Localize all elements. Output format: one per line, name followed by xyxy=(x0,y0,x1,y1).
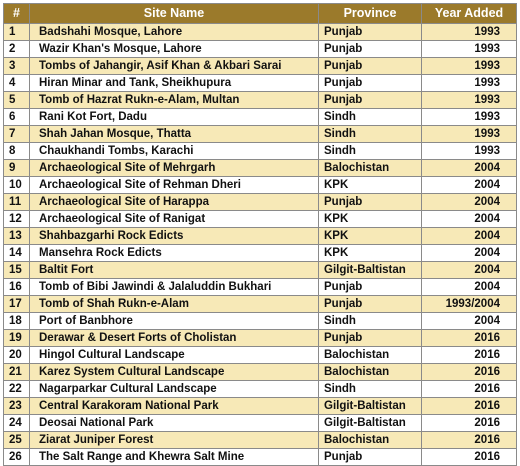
header-row xyxy=(4,4,517,24)
site-name-cell: Baltit Fort xyxy=(30,262,319,279)
province-cell: Sindh xyxy=(319,313,422,330)
site-name-cell: Nagarparkar Cultural Landscape xyxy=(30,381,319,398)
site-name-cell: Shahbazgarhi Rock Edicts xyxy=(30,228,319,245)
table-row xyxy=(4,228,517,245)
header-year-added: Year Added xyxy=(422,4,517,24)
site-name-cell: Central Karakoram National Park xyxy=(30,398,319,415)
province-cell: KPK xyxy=(319,245,422,262)
table-row xyxy=(4,245,517,262)
year-added-cell: 2004 xyxy=(422,313,517,330)
row-number: 7 xyxy=(4,126,30,143)
table-row xyxy=(4,194,517,211)
table-row xyxy=(4,364,517,381)
province-cell: Balochistan xyxy=(319,347,422,364)
site-name-cell: Mansehra Rock Edicts xyxy=(30,245,319,262)
table-row xyxy=(4,160,517,177)
table-header xyxy=(4,4,517,24)
site-name-cell: Archaeological Site of Mehrgarh xyxy=(30,160,319,177)
row-number: 24 xyxy=(4,415,30,432)
table-row xyxy=(4,313,517,330)
province-cell: Punjab xyxy=(319,75,422,92)
table-row xyxy=(4,58,517,75)
header-province: Province xyxy=(319,4,422,24)
province-cell: KPK xyxy=(319,228,422,245)
province-cell: Gilgit-Baltistan xyxy=(319,262,422,279)
table-row xyxy=(4,24,517,41)
site-name-cell: Hiran Minar and Tank, Sheikhupura xyxy=(30,75,319,92)
year-added-cell: 1993/2004 xyxy=(422,296,517,313)
province-cell: Punjab xyxy=(319,449,422,466)
year-added-cell: 2016 xyxy=(422,330,517,347)
row-number: 21 xyxy=(4,364,30,381)
year-added-cell: 2016 xyxy=(422,347,517,364)
table-row xyxy=(4,296,517,313)
year-added-cell: 1993 xyxy=(422,41,517,58)
site-name-cell: Chaukhandi Tombs, Karachi xyxy=(30,143,319,160)
province-cell: KPK xyxy=(319,211,422,228)
table-row xyxy=(4,126,517,143)
province-cell: Punjab xyxy=(319,92,422,109)
row-number: 16 xyxy=(4,279,30,296)
site-name-cell: Rani Kot Fort, Dadu xyxy=(30,109,319,126)
row-number: 8 xyxy=(4,143,30,160)
year-added-cell: 2004 xyxy=(422,194,517,211)
row-number: 10 xyxy=(4,177,30,194)
province-cell: Balochistan xyxy=(319,364,422,381)
year-added-cell: 2016 xyxy=(422,449,517,466)
year-added-cell: 2004 xyxy=(422,245,517,262)
heritage-sites-table xyxy=(3,3,517,466)
site-name-cell: The Salt Range and Khewra Salt Mine xyxy=(30,449,319,466)
row-number: 12 xyxy=(4,211,30,228)
site-name-cell: Hingol Cultural Landscape xyxy=(30,347,319,364)
site-name-cell: Wazir Khan's Mosque, Lahore xyxy=(30,41,319,58)
row-number: 19 xyxy=(4,330,30,347)
province-cell: Punjab xyxy=(319,41,422,58)
province-cell: Gilgit-Baltistan xyxy=(319,398,422,415)
province-cell: Balochistan xyxy=(319,432,422,449)
row-number: 5 xyxy=(4,92,30,109)
table-row xyxy=(4,347,517,364)
year-added-cell: 1993 xyxy=(422,24,517,41)
year-added-cell: 2004 xyxy=(422,262,517,279)
site-name-cell: Tomb of Hazrat Rukn-e-Alam, Multan xyxy=(30,92,319,109)
year-added-cell: 2004 xyxy=(422,228,517,245)
site-name-cell: Archaeological Site of Ranigat xyxy=(30,211,319,228)
year-added-cell: 1993 xyxy=(422,58,517,75)
row-number: 6 xyxy=(4,109,30,126)
table-row xyxy=(4,262,517,279)
site-name-cell: Karez System Cultural Landscape xyxy=(30,364,319,381)
header-site-name: Site Name xyxy=(30,4,319,24)
table-row xyxy=(4,381,517,398)
province-cell: Punjab xyxy=(319,58,422,75)
site-name-cell: Ziarat Juniper Forest xyxy=(30,432,319,449)
site-name-cell: Tombs of Jahangir, Asif Khan & Akbari Sarai xyxy=(30,58,319,75)
year-added-cell: 2016 xyxy=(422,398,517,415)
year-added-cell: 2016 xyxy=(422,432,517,449)
table-row xyxy=(4,330,517,347)
row-number: 4 xyxy=(4,75,30,92)
table-row xyxy=(4,398,517,415)
site-name-cell: Archaeological Site of Rehman Dheri xyxy=(30,177,319,194)
row-number: 20 xyxy=(4,347,30,364)
row-number: 23 xyxy=(4,398,30,415)
year-added-cell: 1993 xyxy=(422,92,517,109)
table-row xyxy=(4,143,517,160)
year-added-cell: 1993 xyxy=(422,75,517,92)
year-added-cell: 2016 xyxy=(422,364,517,381)
year-added-cell: 2004 xyxy=(422,279,517,296)
province-cell: Gilgit-Baltistan xyxy=(319,415,422,432)
header-number: # xyxy=(4,4,30,24)
year-added-cell: 1993 xyxy=(422,109,517,126)
province-cell: Sindh xyxy=(319,126,422,143)
province-cell: KPK xyxy=(319,177,422,194)
table-row xyxy=(4,211,517,228)
province-cell: Sindh xyxy=(319,109,422,126)
site-name-cell: Tomb of Shah Rukn-e-Alam xyxy=(30,296,319,313)
row-number: 18 xyxy=(4,313,30,330)
year-added-cell: 1993 xyxy=(422,126,517,143)
province-cell: Punjab xyxy=(319,296,422,313)
year-added-cell: 2016 xyxy=(422,381,517,398)
row-number: 22 xyxy=(4,381,30,398)
year-added-cell: 2004 xyxy=(422,211,517,228)
row-number: 3 xyxy=(4,58,30,75)
province-cell: Sindh xyxy=(319,381,422,398)
table-row xyxy=(4,75,517,92)
year-added-cell: 2016 xyxy=(422,415,517,432)
province-cell: Punjab xyxy=(319,24,422,41)
year-added-cell: 2004 xyxy=(422,177,517,194)
row-number: 13 xyxy=(4,228,30,245)
table-row xyxy=(4,41,517,58)
province-cell: Balochistan xyxy=(319,160,422,177)
row-number: 25 xyxy=(4,432,30,449)
table-row xyxy=(4,415,517,432)
row-number: 2 xyxy=(4,41,30,58)
row-number: 17 xyxy=(4,296,30,313)
site-name-cell: Deosai National Park xyxy=(30,415,319,432)
table-body xyxy=(4,24,517,466)
row-number: 26 xyxy=(4,449,30,466)
site-name-cell: Badshahi Mosque, Lahore xyxy=(30,24,319,41)
heritage-sites-table-container xyxy=(3,3,516,466)
province-cell: Punjab xyxy=(319,194,422,211)
province-cell: Punjab xyxy=(319,330,422,347)
table-row xyxy=(4,432,517,449)
site-name-cell: Tomb of Bibi Jawindi & Jalaluddin Bukhari xyxy=(30,279,319,296)
site-name-cell: Shah Jahan Mosque, Thatta xyxy=(30,126,319,143)
table-row xyxy=(4,177,517,194)
row-number: 1 xyxy=(4,24,30,41)
year-added-cell: 1993 xyxy=(422,143,517,160)
table-row xyxy=(4,92,517,109)
table-row xyxy=(4,449,517,466)
province-cell: Sindh xyxy=(319,143,422,160)
row-number: 11 xyxy=(4,194,30,211)
year-added-cell: 2004 xyxy=(422,160,517,177)
table-row xyxy=(4,279,517,296)
row-number: 14 xyxy=(4,245,30,262)
table-row xyxy=(4,109,517,126)
site-name-cell: Port of Banbhore xyxy=(30,313,319,330)
site-name-cell: Derawar & Desert Forts of Cholistan xyxy=(30,330,319,347)
province-cell: Punjab xyxy=(319,279,422,296)
site-name-cell: Archaeological Site of Harappa xyxy=(30,194,319,211)
row-number: 15 xyxy=(4,262,30,279)
row-number: 9 xyxy=(4,160,30,177)
